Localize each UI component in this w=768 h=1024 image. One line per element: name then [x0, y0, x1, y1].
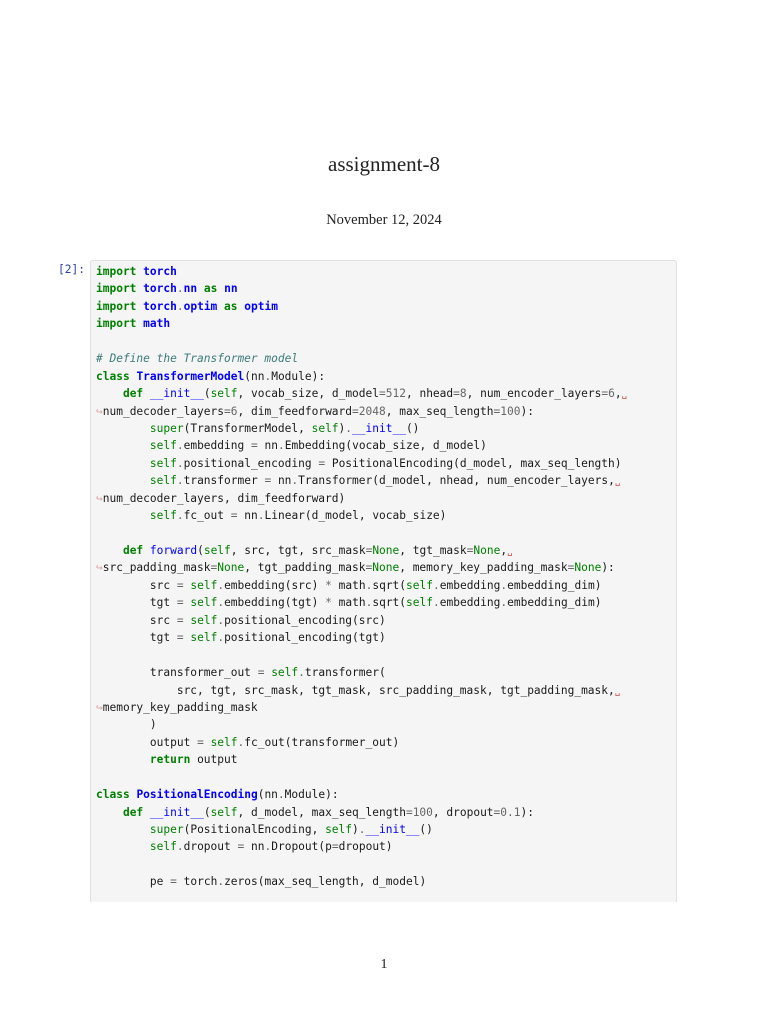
code-line: pe = torch.zeros(max_seq_length, d_model) — [149, 875, 427, 889]
code-line — [96, 525, 627, 542]
code-line — [96, 333, 627, 350]
code-line: src = self.positional_encoding(src) — [149, 613, 386, 627]
code-line: def __init__(self, d_model, max_seq_length=100, dropout=0.1): — [122, 805, 534, 819]
code-line: return output — [149, 753, 238, 767]
code-line: import math — [96, 317, 171, 331]
code-line — [96, 647, 627, 664]
code-line: self.fc_out = nn.Linear(d_model, vocab_size) — [149, 509, 447, 523]
cell-prompt: [2]: — [58, 263, 85, 276]
code-line: def __init__(self, vocab_size, d_model=512, nhead=8, num_encoder_layers=6,␣ — [122, 387, 628, 401]
code-line: super(PositionalEncoding, self).__init__() — [149, 823, 433, 836]
code-line: super(TransformerModel, self).__init__() — [149, 421, 420, 435]
code-line: ↪num_decoder_layers=6, dim_feedforward=2048, max_seq_length=100): — [96, 404, 534, 418]
code-line: self.positional_encoding = PositionalEncoding(d_model, max_seq_length) — [149, 456, 622, 470]
code-line: ) — [96, 718, 157, 732]
code-block — [96, 263, 627, 891]
code-line: self.transformer = nn.Transformer(d_model, nhead, num_encoder_layers,␣ — [149, 474, 621, 488]
code-line — [96, 769, 627, 786]
code-line: class TransformerModel(nn.Module): — [96, 369, 326, 383]
code-line: def forward(self, src, tgt, src_mask=None, tgt_mask=None,␣ — [122, 544, 513, 557]
code-line: tgt = self.positional_encoding(tgt) — [149, 631, 386, 645]
code-line: self.dropout = nn.Dropout(p=dropout) — [149, 840, 393, 854]
page-number: 1 — [380, 957, 388, 972]
code-line: ↪num_decoder_layers, dim_feedforward) — [96, 491, 346, 505]
code-line: import torch — [96, 265, 177, 278]
code-line: ↪memory_key_padding_mask — [96, 700, 258, 714]
code-line: self.embedding = nn.Embedding(vocab_size, d_model) — [149, 439, 487, 453]
code-line: tgt = self.embedding(tgt) * math.sqrt(self.embedding.embedding_dim) — [149, 596, 602, 610]
code-cell[interactable] — [90, 260, 677, 902]
code-line: output = self.fc_out(transformer_out) — [149, 735, 400, 749]
code-line: import torch.optim as optim — [96, 299, 278, 313]
code-line: import torch.nn as nn — [96, 282, 238, 296]
code-line: # Define the Transformer model — [96, 352, 299, 366]
code-line: src = self.embedding(src) * math.sqrt(self.embedding.embedding_dim) — [149, 578, 602, 592]
code-line — [96, 856, 627, 873]
code-line: src, tgt, src_mask, tgt_mask, src_padding_mask, tgt_padding_mask,␣ — [176, 683, 621, 697]
document-title: assignment-8 — [328, 152, 440, 176]
code-line: class PositionalEncoding(nn.Module): — [96, 788, 339, 802]
code-line: transformer_out = self.transformer( — [149, 666, 386, 680]
document-date: November 12, 2024 — [326, 212, 442, 228]
code-line: ↪src_padding_mask=None, tgt_padding_mask=None, memory_key_padding_mask=None): — [96, 561, 615, 575]
